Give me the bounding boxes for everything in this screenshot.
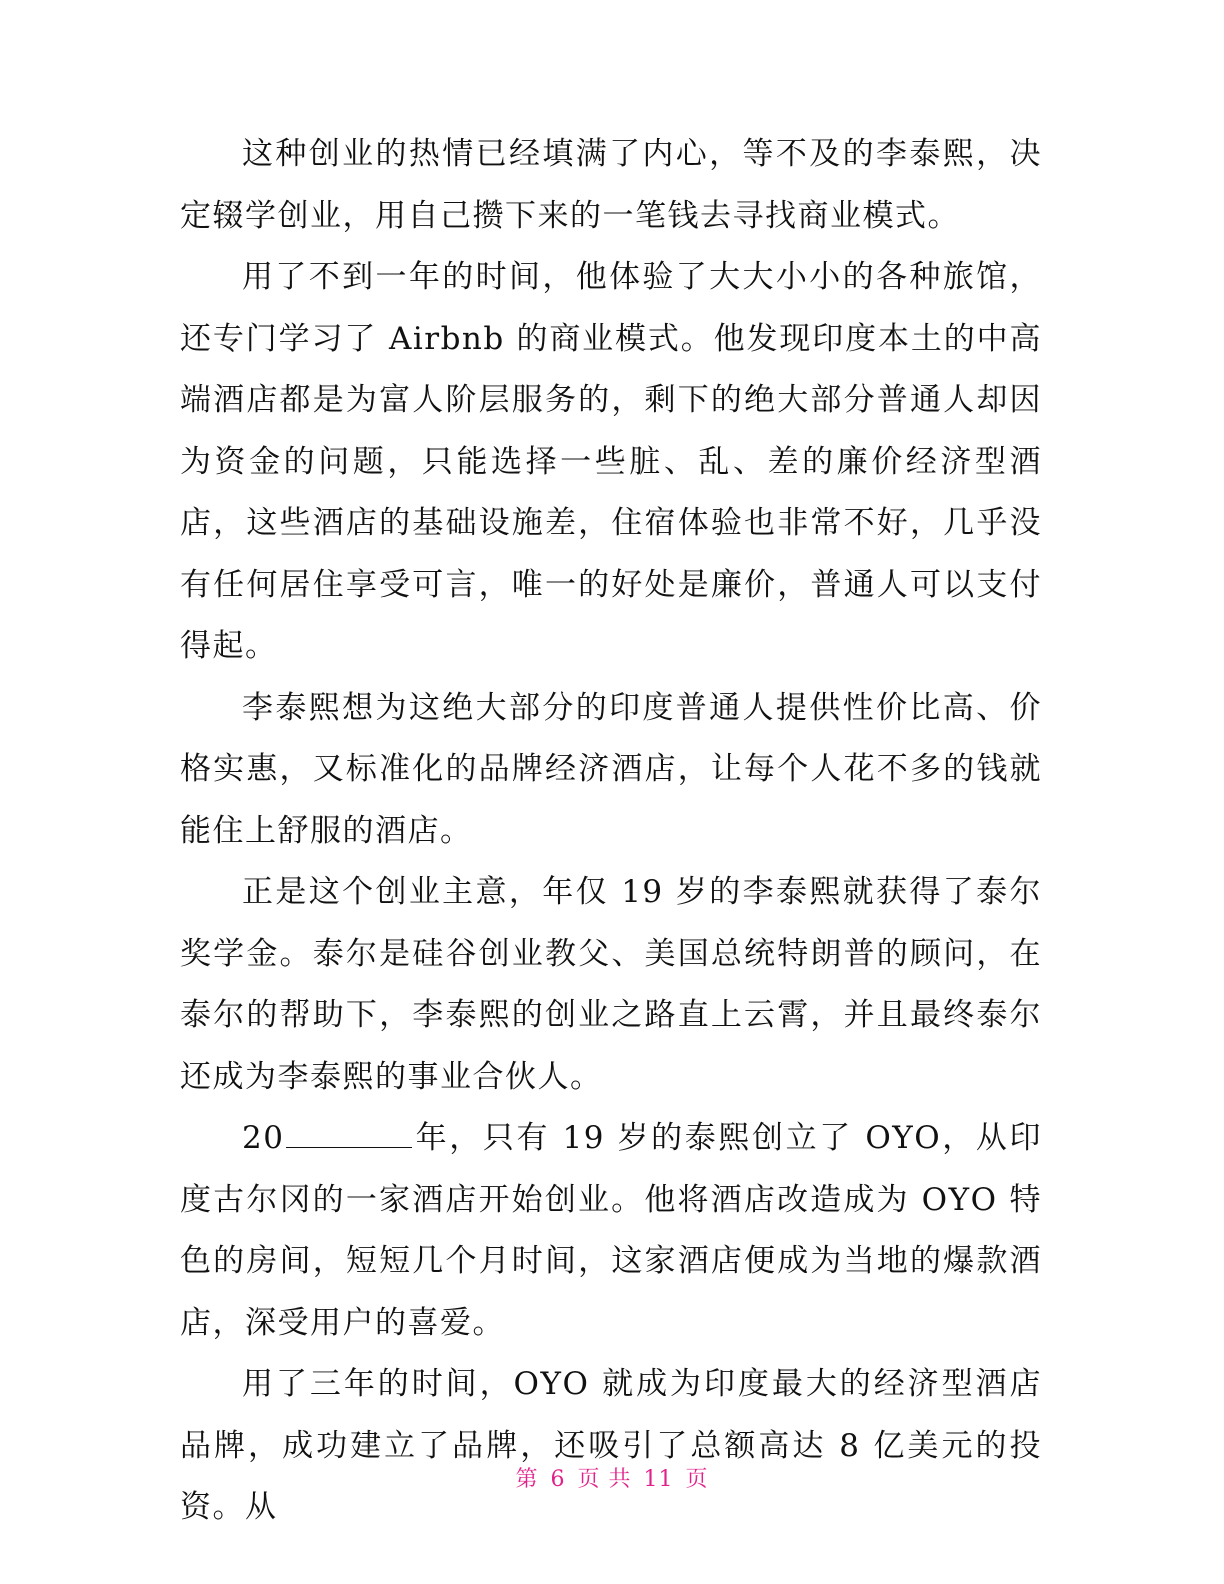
footer-label-of: 页 共 xyxy=(577,1467,632,1492)
fill-in-blank xyxy=(286,1117,412,1148)
paragraph-2: 用了不到一年的时间，他体验了大大小小的各种旅馆，还专门学习了 Airbnb 的商业模式。他发现印度本土的中高端酒店都是为富人阶层服务的，剩下的绝大部分普通人却因为资金的问题，只能选择一些脏、乱、差的廉价经济型酒店，这些酒店的基础设施差，住宿体验也非常不好，几乎没有任何居住享受可言，唯一的好处是廉价，普通人可以支付得起。 xyxy=(180,259,1042,664)
document-body xyxy=(180,124,1042,1539)
paragraph-5-year-prefix: 20 xyxy=(242,1120,285,1156)
paragraph-4: 正是这个创业主意，年仅 19 岁的李泰熙就获得了泰尔奖学金。泰尔是硅谷创业教父、美国总统特朗普的顾问，在泰尔的帮助下，李泰熙的创业之路直上云霄，并且最终泰尔还成为李泰熙的事业合伙人。 xyxy=(180,874,1042,1095)
page-footer xyxy=(0,1462,1224,1493)
footer-label-page: 第 xyxy=(515,1467,539,1492)
paragraph-6: 用了三年的时间，OYO 就成为印度最大的经济型酒店品牌，成功建立了品牌，还吸引了总额高达 8 亿美元的投资。从 xyxy=(180,1366,1042,1525)
paragraph-3: 李泰熙想为这绝大部分的印度普通人提供性价比高、价格实惠，又标准化的品牌经济酒店，让每个人花不多的钱就能住上舒服的酒店。 xyxy=(180,689,1042,849)
footer-label-end: 页 xyxy=(685,1467,709,1492)
paragraph-1: 这种创业的热情已经填满了内心，等不及的李泰熙，决定辍学创业，用自己攒下来的一笔钱去寻找商业模式。 xyxy=(180,136,1042,234)
paragraph-5-text: 年，只有 19 岁的泰熙创立了 OYO，从印度古尔冈的一家酒店开始创业。他将酒店改造成为 OYO 特色的房间，短短几个月时间，这家酒店便成为当地的爆款酒店，深受用户的喜爱。 xyxy=(180,1120,1042,1341)
paragraph-5 xyxy=(180,1108,1042,1354)
footer-current-page: 6 xyxy=(550,1467,566,1492)
footer-total-pages: 11 xyxy=(643,1467,674,1492)
